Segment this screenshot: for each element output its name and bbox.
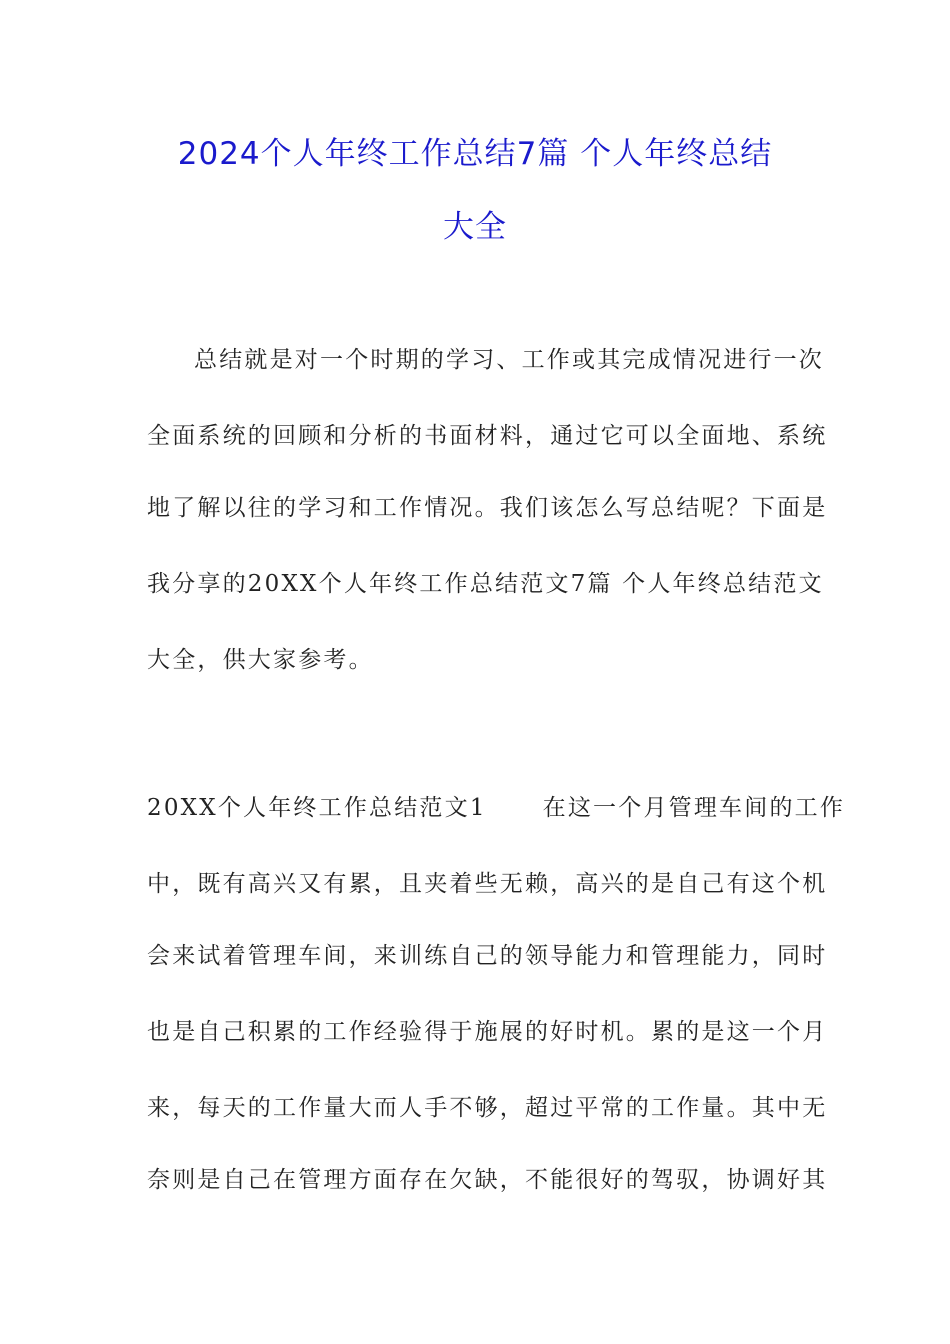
intro-line: 大全，供大家参考。 [147, 647, 374, 673]
intro-line: 全面系统的回顾和分析的书面材料，通过它可以全面地、系统 [147, 423, 828, 449]
section-1-first-line [147, 792, 846, 824]
section-1-line: 中，既有高兴又有累，且夹着些无赖，高兴的是自己有这个机 [147, 871, 828, 897]
section-1-line: 会来试着管理车间，来训练自己的领导能力和管理能力，同时 [147, 943, 828, 969]
section-1-line: 也是自己积累的工作经验得于施展的好时机。累的是这一个月 [147, 1019, 828, 1045]
intro-line: 总结就是对一个时期的学习、工作或其完成情况进行一次 [194, 347, 824, 373]
document-title-line-2: 大全 [443, 209, 507, 245]
section-1-line: 奈则是自己在管理方面存在欠缺，不能很好的驾驭，协调好其 [147, 1167, 828, 1193]
section-1-line: 来，每天的工作量大而人手不够，超过平常的工作量。其中无 [147, 1095, 828, 1121]
intro-line: 我分享的20XX个人年终工作总结范文7篇 个人年终总结范文 [147, 571, 824, 597]
document-title-line-1: 2024个人年终工作总结7篇 个人年终总结 [177, 136, 773, 172]
section-1-text-start: 在这一个月管理车间的工作 [542, 795, 846, 821]
intro-line: 地了解以往的学习和工作情况。我们该怎么写总结呢？下面是 [147, 495, 828, 521]
section-1-heading: 20XX个人年终工作总结范文1 [147, 795, 487, 821]
